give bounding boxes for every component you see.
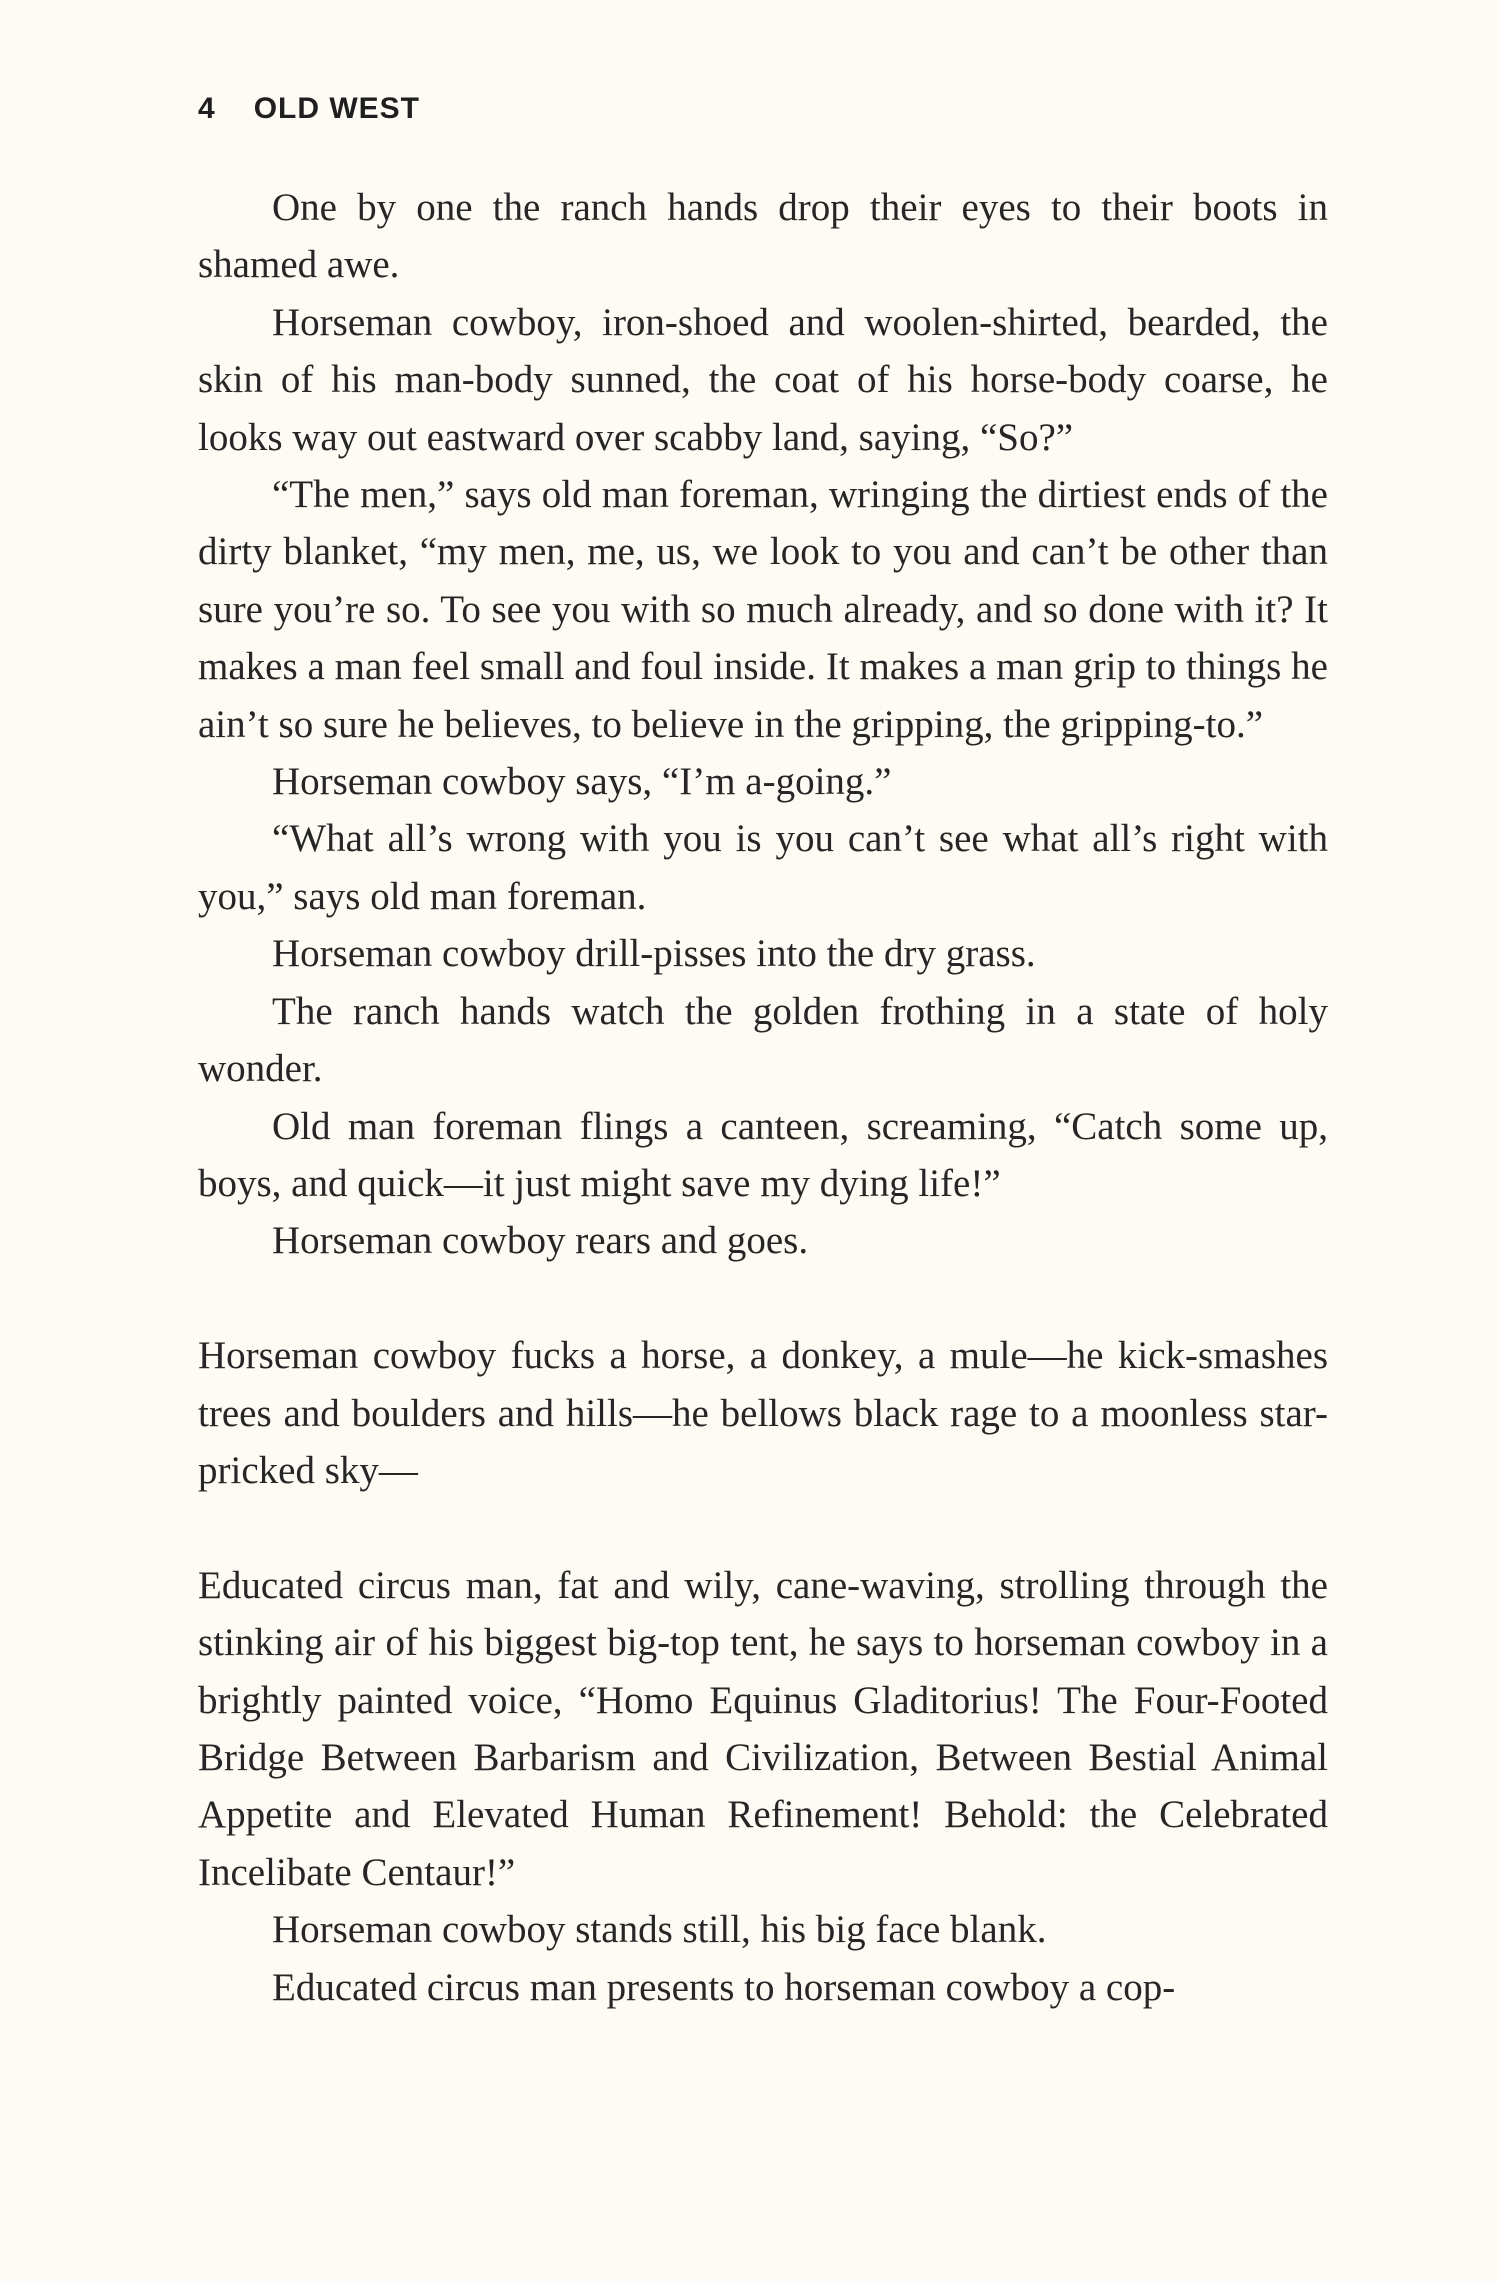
page-number: 4 bbox=[198, 92, 216, 125]
paragraph: “The men,” says old man foreman, wringing the dirtiest ends of the dirty blanket, “my men, me, us, we look to you and can’t be other than sure you’re so. To see you with so much already, and so done with it? It makes a man feel small and foul inside. It makes a man grip to things he ain’t so sure he believes, to believe in the gripping, the gripping-to.” bbox=[198, 473, 1328, 746]
running-head bbox=[198, 92, 420, 126]
body-text bbox=[198, 179, 1328, 2016]
section-break bbox=[198, 1270, 1328, 1327]
paragraph: Horseman cowboy drill-pisses into the dry grass. bbox=[272, 932, 1036, 976]
paragraph: Horseman cowboy fucks a horse, a donkey, a mule—he kick-smashes trees and boulders and hills—he bellows black rage to a moonless star-pricked sky— bbox=[198, 1334, 1328, 1492]
paragraph: The ranch hands watch the golden frothing in a state of holy wonder. bbox=[198, 989, 1328, 1091]
paragraph: Horseman cowboy rears and goes. bbox=[272, 1219, 809, 1263]
running-title: OLD WEST bbox=[253, 92, 421, 125]
paragraph: One by one the ranch hands drop their eyes to their boots in shamed awe. bbox=[198, 186, 1328, 287]
paragraph: Educated circus man presents to horseman cowboy a cop- bbox=[272, 1965, 1176, 2009]
paragraph: “What all’s wrong with you is you can’t see what all’s right with you,” says old man foreman. bbox=[198, 817, 1328, 918]
paragraph: Old man foreman flings a canteen, screaming, “Catch some up, boys, and quick—it just might save my dying life!” bbox=[198, 1104, 1328, 1205]
paragraph: Horseman cowboy, iron-shoed and woolen-shirted, bearded, the skin of his man-body sunned, the coat of his horse-body coarse, he looks way out eastward over scabby land, saying, “So?” bbox=[198, 300, 1328, 459]
paragraph: Educated circus man, fat and wily, cane-waving, strolling through the stinking air of his biggest big-top tent, he says to horseman cowboy in a brightly painted voice, “Homo Equinus Gladitorius! The Four-Footed Bridge Between Barbarism and Civilization, Between Bestial Animal Appetite and Elevated Human Refinement! Behold: the Celebrated Incelibate Centaur!” bbox=[198, 1563, 1328, 1894]
paragraph: Horseman cowboy stands still, his big face blank. bbox=[272, 1908, 1047, 1952]
paragraph: Horseman cowboy says, “I’m a-going.” bbox=[272, 760, 892, 804]
section-break bbox=[198, 1499, 1328, 1556]
